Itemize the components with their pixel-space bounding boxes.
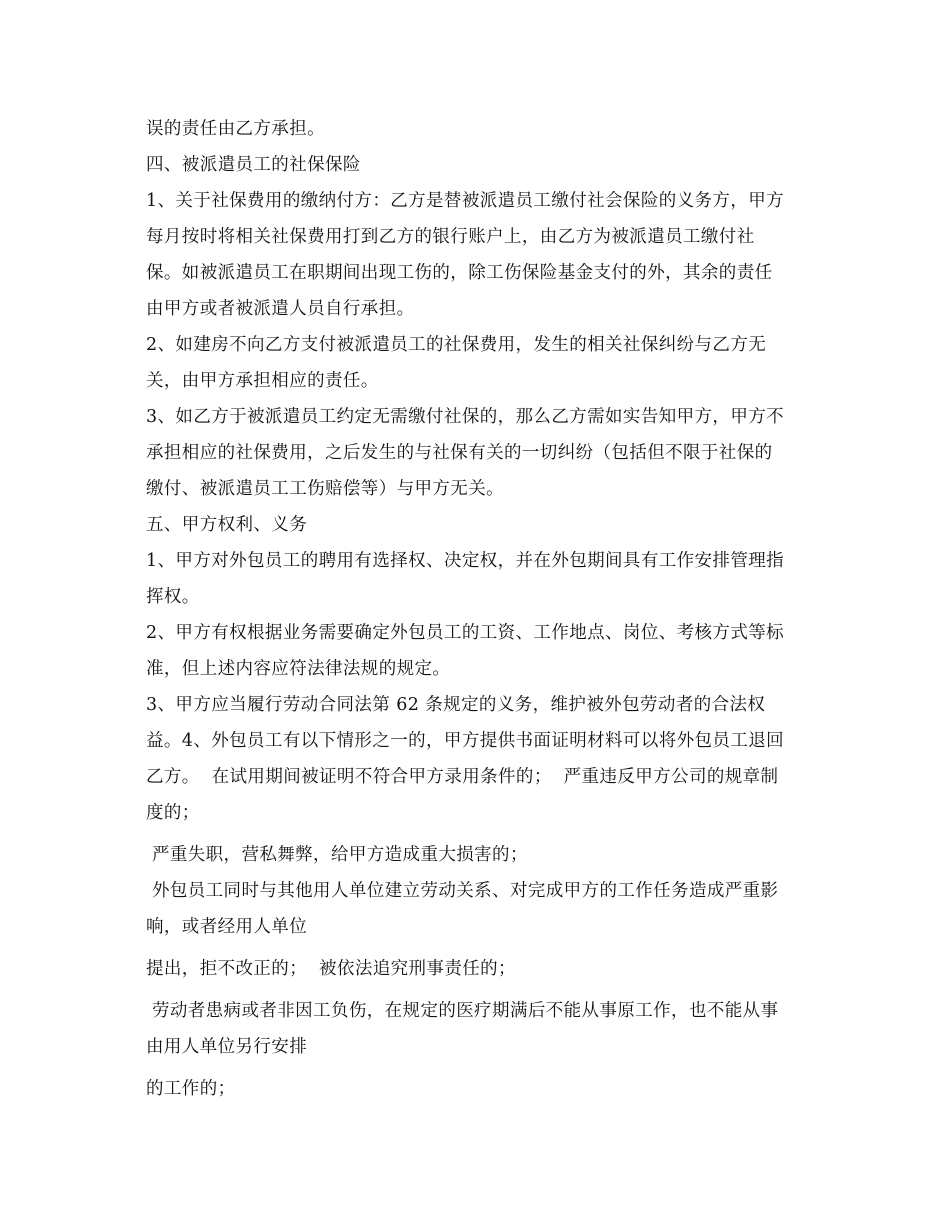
text-line: 1、甲方对外包员工的聘用有选择权、决定权，并在外包期间具有工作安排管理指 — [146, 551, 785, 571]
text-line: 度的； — [146, 803, 200, 823]
text-line: 3、甲方应当履行劳动合同法第 62 条规定的义务，维护被外包劳动者的合法权 — [146, 695, 766, 715]
text-line: 3、如乙方于被派遣员工约定无需缴付社保的，那么乙方需如实告知甲方，甲方不 — [146, 407, 785, 427]
text-line: 挥权。 — [146, 587, 200, 607]
text-line: 误的责任由乙方承担。 — [146, 119, 325, 139]
text-line: 乙方。 在试用期间被证明不符合甲方录用条件的； 严重违反甲方公司的规章制 — [146, 767, 779, 787]
text-line: 的工作的； — [146, 1079, 236, 1099]
text-line: 缴付、被派遣员工工伤赔偿等）与甲方无关。 — [146, 479, 504, 499]
section-heading: 五、甲方权利、义务 — [146, 515, 308, 535]
text-line: 承担相应的社保费用，之后发生的与社保有关的一切纠纷（包括但不限于社保的 — [146, 443, 773, 463]
section-heading: 四、被派遣员工的社保保险 — [146, 155, 361, 175]
text-line: 益。4、外包员工有以下情形之一的，甲方提供书面证明材料可以将外包员工退回 — [146, 731, 785, 751]
text-line: 由用人单位另行安排 — [146, 1037, 308, 1057]
text-line: 严重失职，营私舞弊，给甲方造成重大损害的； — [146, 845, 528, 865]
text-line: 2、甲方有权根据业务需要确定外包员工的工资、工作地点、岗位、考核方式等标 — [146, 623, 785, 643]
text-line: 保。如被派遣员工在职期间出现工伤的，除工伤保险基金支付的外，其余的责任 — [146, 263, 773, 283]
text-line: 关，由甲方承担相应的责任。 — [146, 371, 379, 391]
text-line: 1、关于社保费用的缴纳付方：乙方是替被派遣员工缴付社会保险的义务方，甲方 — [146, 191, 785, 211]
text-line: 提出，拒不改正的； 被依法追究刑事责任的； — [146, 959, 516, 979]
text-line: 劳动者患病或者非因工负伤，在规定的医疗期满后不能从事原工作，也不能从事 — [146, 1001, 779, 1021]
text-line: 每月按时将相关社保费用打到乙方的银行账户上，由乙方为被派遣员工缴付社 — [146, 227, 755, 247]
text-line: 由甲方或者被派遣人员自行承担。 — [146, 299, 415, 319]
text-line: 准，但上述内容应符法律法规的规定。 — [146, 659, 451, 679]
text-line: 响，或者经用人单位 — [146, 917, 308, 937]
text-line: 外包员工同时与其他用人单位建立劳动关系、对完成甲方的工作任务造成严重影 — [146, 881, 779, 901]
text-line: 2、如建房不向乙方支付被派遣员工的社保费用，发生的相关社保纠纷与乙方无 — [146, 335, 767, 355]
